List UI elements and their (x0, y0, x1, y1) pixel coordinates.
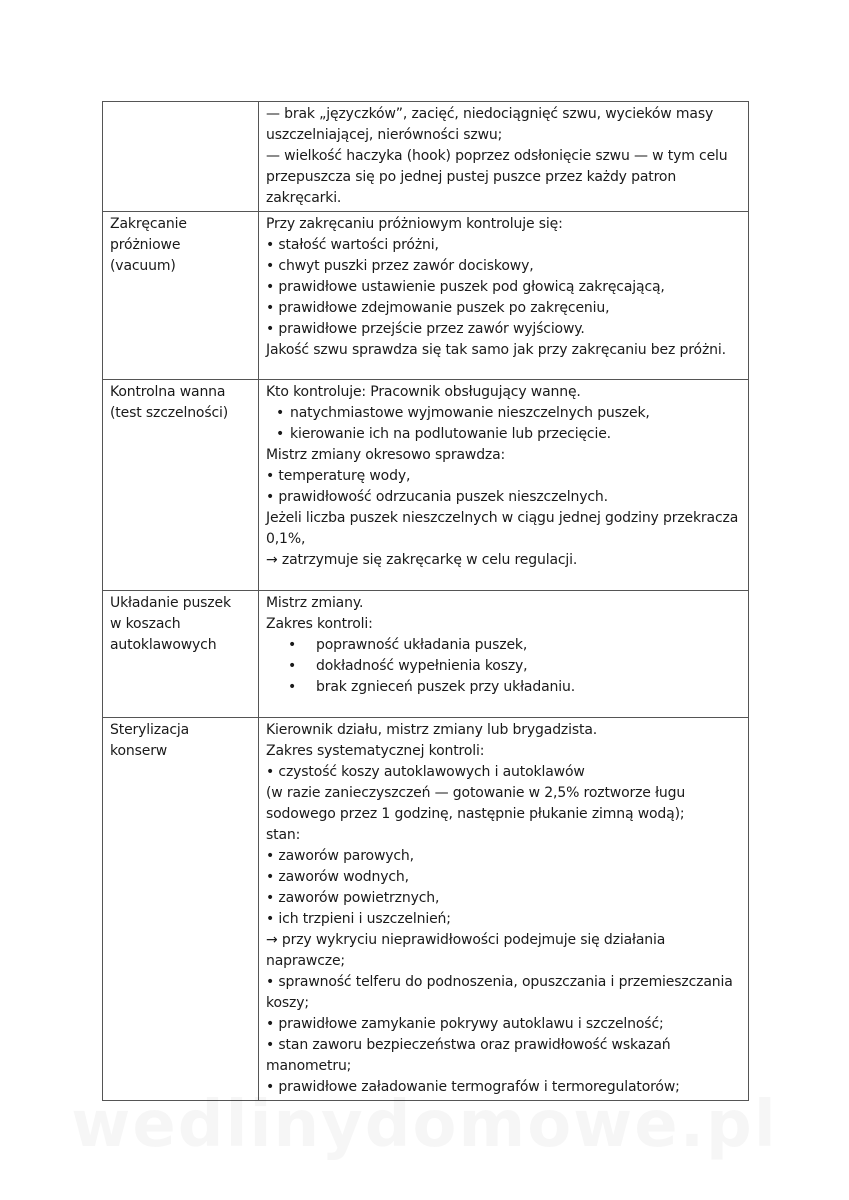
text-line: • zaworów wodnych, (266, 869, 409, 885)
text-line: • prawidłowe przejście przez zawór wyjściowy. (266, 321, 585, 337)
text-line: Zakres systematycznej kontroli: (266, 743, 485, 759)
text-line: Kierownik działu, mistrz zmiany lub brygadzista. (266, 722, 598, 738)
table-row (103, 380, 749, 591)
text-line: • stałość wartości próżni, (266, 237, 439, 253)
text-line: Przy zakręcaniu próżniowym kontroluje się: (266, 216, 563, 232)
list-item-text: kierowanie ich na podlutowanie lub przecięcie. (290, 426, 611, 442)
row-label-line: próżniowe (110, 237, 181, 253)
text-line: • ich trzpieni i uszczelnień; (266, 911, 451, 927)
text-line: (w razie zanieczyszczeń — gotowanie w 2,5% roztworze ługu sodowego przez 1 godzinę, następnie płukanie zimną wodą); (266, 785, 686, 822)
row-label-line: Sterylizacja (110, 722, 190, 738)
text-line: • prawidłowe zdejmowanie puszek po zakręceniu, (266, 300, 610, 316)
row-content-cell (259, 380, 749, 591)
text-line: Zakres kontroli: (266, 616, 373, 632)
text-line: • prawidłowe załadowanie termografów i termoregulatorów; (266, 1079, 680, 1095)
text-line: Mistrz zmiany. (266, 595, 364, 611)
control-table (102, 101, 749, 1101)
list-item-text: dokładność wypełnienia koszy, (316, 658, 528, 674)
table-row (103, 718, 749, 1101)
row-label-cell (103, 380, 259, 591)
text-line: • prawidłowość odrzucania puszek nieszczelnych. (266, 489, 608, 505)
row-label-cell (103, 212, 259, 380)
list-item (266, 677, 742, 698)
text-line: • temperaturę wody, (266, 468, 411, 484)
bullet-mark: • (275, 426, 285, 442)
bullet-mark: • (288, 658, 297, 674)
text-line: → zatrzymuje się zakręcarkę w celu regulacji. (266, 552, 578, 568)
bullet-mark: • (288, 637, 297, 653)
row-label-cell (103, 718, 259, 1101)
text-line: • zaworów parowych, (266, 848, 414, 864)
table-row (103, 591, 749, 718)
list-item-text: natychmiastowe wyjmowanie nieszczelnych puszek, (290, 405, 650, 421)
row-label-line: Kontrolna wanna (110, 384, 226, 400)
row-label-cell (103, 102, 259, 212)
row-content-cell (259, 212, 749, 380)
text-line: Mistrz zmiany okresowo sprawdza: (266, 447, 506, 463)
text-line: • sprawność telferu do podnoszenia, opuszczania i przemieszczania koszy; (266, 974, 733, 1011)
row-label-line: autoklawowych (110, 637, 217, 653)
text-line: — wielkość haczyka (hook) poprzez odsłonięcie szwu — w tym celu przepuszcza się po jednej pustej puszce przez każdy patron zakręcarki. (266, 148, 728, 206)
list-item (266, 424, 742, 445)
text-line: Kto kontroluje: Pracownik obsługujący wannę. (266, 384, 581, 400)
table-row (103, 212, 749, 380)
bullet-mark: • (288, 679, 297, 695)
row-content-cell (259, 718, 749, 1101)
table-row (103, 102, 749, 212)
list-item (266, 635, 742, 656)
text-line: Jakość szwu sprawdza się tak samo jak przy zakręcaniu bez próżni. (266, 342, 726, 358)
text-line: • zaworów powietrznych, (266, 890, 440, 906)
text-line: • czystość koszy autoklawowych i autoklawów (266, 764, 585, 780)
text-line: • prawidłowe zamykanie pokrywy autoklawu i szczelność; (266, 1016, 664, 1032)
row-content-cell (259, 591, 749, 718)
row-label-line: konserw (110, 743, 168, 759)
text-line: • stan zaworu bezpieczeństwa oraz prawidłowość wskazań manometru; (266, 1037, 671, 1074)
row-label-line: (vacuum) (110, 258, 176, 274)
row-label-cell (103, 591, 259, 718)
list-item-text: brak zgnieceń puszek przy układaniu. (316, 679, 576, 695)
row-label-line: Układanie puszek (110, 595, 231, 611)
watermark (0, 1088, 849, 1162)
text-line: → przy wykryciu nieprawidłowości podejmuje się działania naprawcze; (266, 932, 666, 969)
row-content-cell (259, 102, 749, 212)
list-item (266, 403, 742, 424)
row-label-line: w koszach (110, 616, 181, 632)
row-label-line: Zakręcanie (110, 216, 187, 232)
text-line: — brak „języczków”, zacięć, niedociągnięć szwu, wycieków masy uszczelniającej, nierówności szwu; (266, 106, 714, 143)
text-line: • prawidłowe ustawienie puszek pod głowicą zakręcającą, (266, 279, 665, 295)
text-line: Jeżeli liczba puszek nieszczelnych w ciągu jednej godziny przekracza 0,1%, (266, 510, 739, 547)
row-label-line: (test szczelności) (110, 405, 229, 421)
text-line: • chwyt puszki przez zawór dociskowy, (266, 258, 534, 274)
bullet-mark: • (275, 405, 285, 421)
list-item (266, 656, 742, 677)
list-item-text: poprawność układania puszek, (316, 637, 528, 653)
text-line: stan: (266, 827, 301, 843)
